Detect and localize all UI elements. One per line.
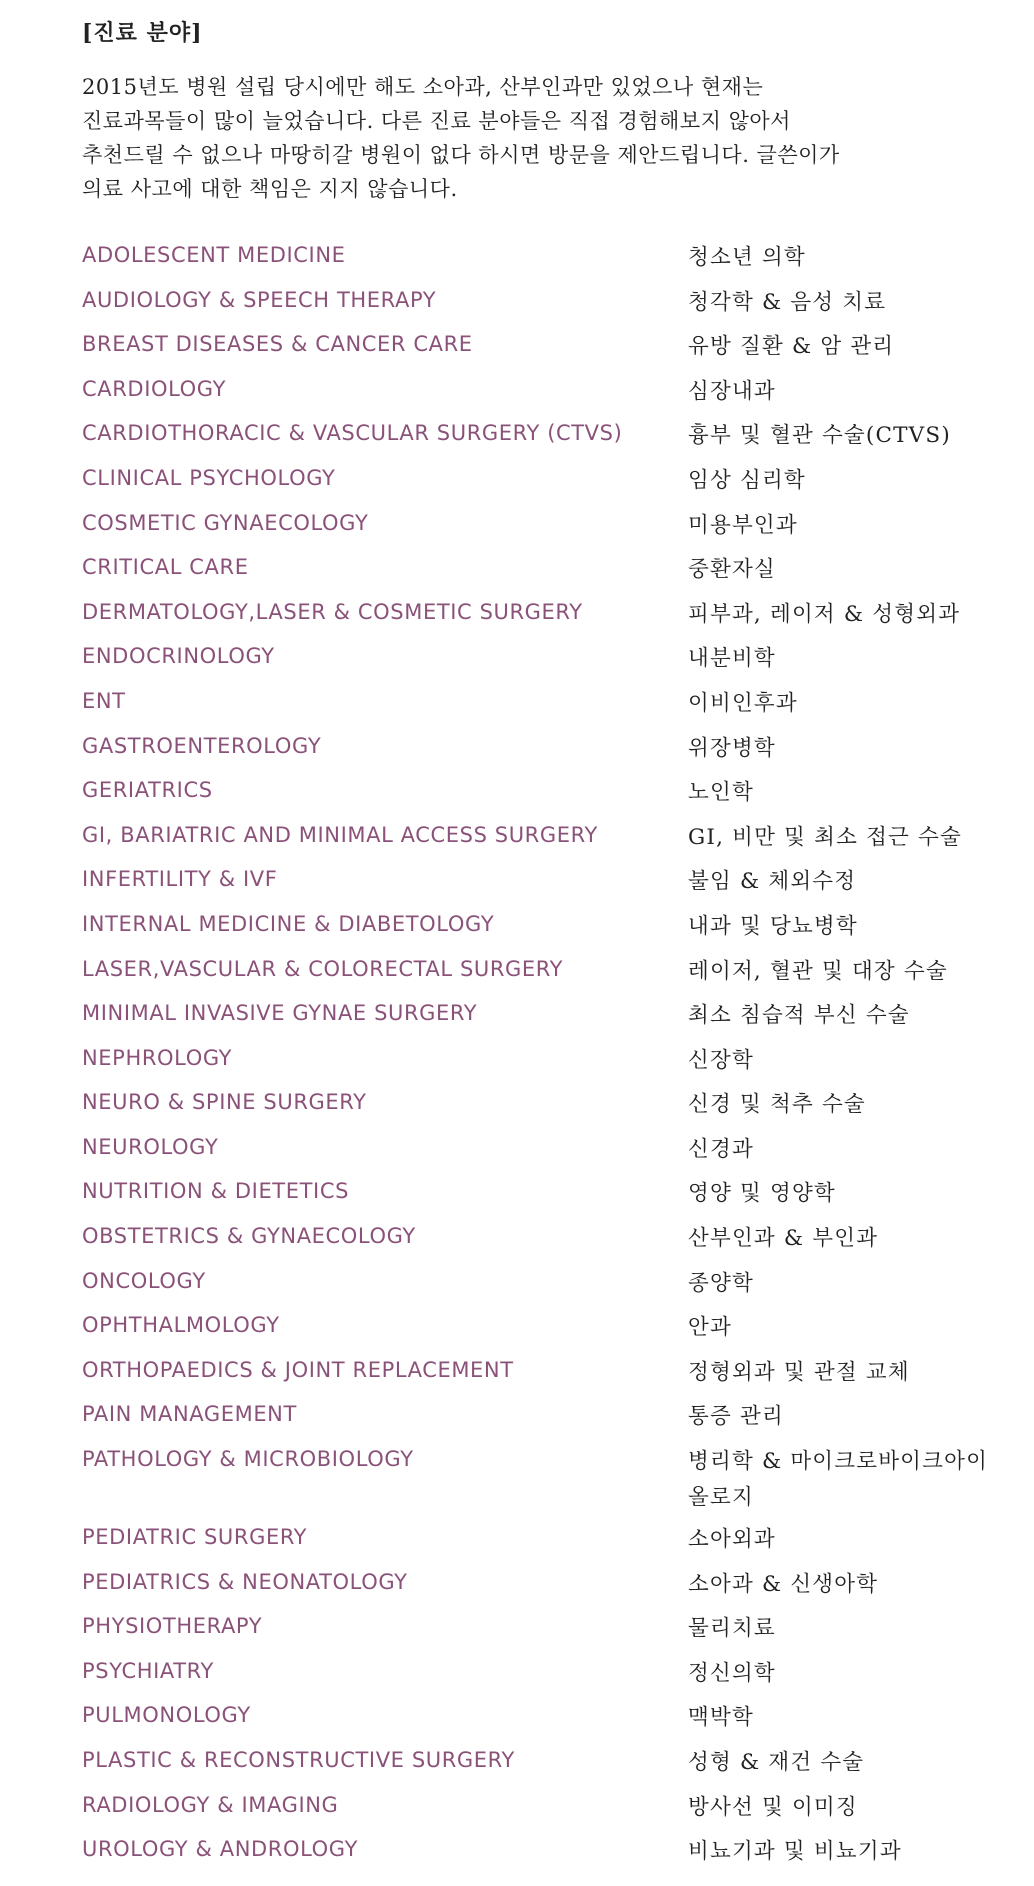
specialty-row [82,820,1002,865]
specialty-row [82,508,1002,553]
specialty-name-ko: 청각학 & 음성 치료 [688,289,887,315]
specialty-row [82,731,1002,776]
specialty-row [82,954,1002,999]
specialty-row [82,1444,1002,1522]
specialty-name-en: OPHTHALMOLOGY [82,1313,280,1338]
intro-line: 진료과목들이 많이 늘었습니다. 다른 진료 분야들은 직접 경험해보지 않아서 [82,109,791,133]
specialty-name-ko: 불임 & 체외수정 [688,869,857,895]
specialty-name-en: CLINICAL PSYCHOLOGY [82,465,336,490]
specialty-row [82,1310,1002,1355]
specialty-name-en: PATHOLOGY & MICROBIOLOGY [82,1447,414,1472]
section-heading: [진료 분야] [82,20,203,46]
specialty-name-en: GASTROENTEROLOGY [82,733,322,758]
specialty-name-ko: 유방 질환 & 암 관리 [688,334,895,360]
specialty-name-ko: 최소 침습적 부신 수술 [688,1003,910,1029]
specialty-row [82,998,1002,1043]
specialty-name-ko: 신장학 [688,1047,754,1073]
specialty-row [82,374,1002,419]
specialty-name-ko: 정신의학 [688,1660,776,1686]
specialty-name-ko: 임상 심리학 [688,467,806,493]
specialty-name-en: DERMATOLOGY,LASER & COSMETIC SURGERY [82,599,583,624]
specialty-name-ko: 정형외과 및 관절 교체 [688,1359,910,1385]
specialty-name-en: PEDIATRIC SURGERY [82,1525,308,1550]
specialty-row [82,1043,1002,1088]
specialty-name-en: PHYSIOTHERAPY [82,1614,263,1639]
specialty-name-ko: 심장내과 [688,378,776,404]
specialty-name-en: GI, BARIATRIC AND MINIMAL ACCESS SURGERY [82,822,598,847]
specialty-name-ko: 흉부 및 혈관 수술(CTVS) [688,423,951,449]
specialty-name-en: INFERTILITY & IVF [82,867,278,892]
specialty-name-ko: GI, 비만 및 최소 접근 수술 [688,824,962,850]
specialty-name-en: PAIN MANAGEMENT [82,1402,297,1427]
specialty-name-ko: 노인학 [688,780,754,806]
specialty-name-en: AUDIOLOGY & SPEECH THERAPY [82,287,437,312]
specialty-row [82,1266,1002,1311]
specialty-name-en: COSMETIC GYNAECOLOGY [82,510,369,535]
specialty-name-ko: 내과 및 당뇨병학 [688,913,858,939]
specialty-name-ko: 소아과 & 신생아학 [688,1571,879,1597]
specialty-name-en: NEURO & SPINE SURGERY [82,1090,367,1115]
page-content [82,18,1002,1879]
specialty-row [82,1087,1002,1132]
specialty-name-ko: 맥박학 [688,1705,754,1731]
specialty-name-en: ONCOLOGY [82,1268,206,1293]
specialty-name-en: RADIOLOGY & IMAGING [82,1792,339,1817]
specialty-name-en: NUTRITION & DIETETICS [82,1179,350,1204]
specialty-row [82,909,1002,954]
specialty-name-ko: 산부인과 & 부인과 [688,1226,879,1252]
specialty-row [82,418,1002,463]
specialty-name-en: INTERNAL MEDICINE & DIABETOLOGY [82,911,495,936]
specialty-row [82,1656,1002,1701]
intro-paragraph [82,70,997,206]
specialty-name-en: MINIMAL INVASIVE GYNAE SURGERY [82,1001,478,1026]
specialty-name-en: LASER,VASCULAR & COLORECTAL SURGERY [82,956,564,981]
specialty-name-en: OBSTETRICS & GYNAECOLOGY [82,1224,416,1249]
specialty-name-ko: 내분비학 [688,646,776,672]
specialty-name-en: ENT [82,688,126,713]
specialty-row [82,1790,1002,1835]
specialty-row [82,285,1002,330]
specialty-row [82,240,1002,285]
specialty-name-ko: 통증 관리 [688,1404,784,1430]
specialty-name-ko: 청소년 의학 [688,245,806,270]
specialty-name-en: CARDIOTHORACIC & VASCULAR SURGERY (CTVS) [82,421,623,446]
specialty-row [82,1567,1002,1612]
specialty-row [82,1522,1002,1567]
intro-line: 의료 사고에 대한 책임은 지지 않습니다. [82,177,458,201]
specialty-name-ko: 병리학 & 마이크로바이크아이올로지 [688,1449,989,1511]
specialty-row [82,1221,1002,1266]
specialty-row [82,641,1002,686]
specialty-row [82,1176,1002,1221]
specialty-name-ko: 소아외과 [688,1527,776,1553]
specialty-name-ko: 피부과, 레이저 & 성형외과 [688,601,961,627]
specialty-name-ko: 방사선 및 이미징 [688,1794,858,1820]
specialty-name-ko: 안과 [688,1315,732,1341]
specialty-row [82,1700,1002,1745]
specialty-name-ko: 물리치료 [688,1616,776,1642]
specialty-name-en: BREAST DISEASES & CANCER CARE [82,332,473,357]
specialty-row [82,775,1002,820]
specialty-row [82,329,1002,374]
specialty-row [82,1399,1002,1444]
specialty-name-en: NEUROLOGY [82,1134,219,1159]
specialty-name-en: UROLOGY & ANDROLOGY [82,1837,359,1862]
specialty-row [82,1834,1002,1879]
specialty-name-ko: 신경 및 척추 수술 [688,1092,866,1118]
specialty-name-ko: 성형 & 재건 수술 [688,1750,865,1775]
specialty-row [82,864,1002,909]
intro-line: 2015년도 병원 설립 당시에만 해도 소아과, 산부인과만 있었으나 현재는 [82,75,764,99]
specialty-name-ko: 이비인후과 [688,690,798,716]
specialty-name-en: CRITICAL CARE [82,555,249,580]
specialty-row [82,686,1002,731]
specialty-row [82,552,1002,597]
specialty-row [82,463,1002,508]
specialty-name-ko: 중환자실 [688,557,776,583]
specialty-name-en: NEPHROLOGY [82,1045,233,1070]
intro-line: 추천드릴 수 없으나 마땅히갈 병원이 없다 하시면 방문을 제안드립니다. 글쓴이가 [82,143,840,167]
specialty-name-ko: 위장병학 [688,735,776,761]
specialty-name-en: PEDIATRICS & NEONATOLOGY [82,1569,408,1594]
specialty-name-en: ENDOCRINOLOGY [82,644,275,669]
specialty-name-en: PSYCHIATRY [82,1658,214,1683]
specialty-row [82,1355,1002,1400]
specialty-name-ko: 미용부인과 [688,512,798,538]
specialty-row [82,597,1002,642]
specialty-name-ko: 비뇨기과 및 비뇨기과 [688,1839,902,1865]
specialty-name-en: CARDIOLOGY [82,376,227,401]
specialty-name-en: PLASTIC & RECONSTRUCTIVE SURGERY [82,1748,515,1772]
specialty-row [82,1132,1002,1177]
specialty-name-ko: 영양 및 영양학 [688,1181,836,1207]
specialty-row [82,1611,1002,1656]
specialty-row [82,1745,1002,1790]
specialty-name-ko: 신경과 [688,1136,754,1162]
specialty-name-en: ADOLESCENT MEDICINE [82,243,346,267]
specialty-list [82,240,1002,1879]
specialty-name-ko: 레이저, 혈관 및 대장 수술 [688,958,948,984]
specialty-name-en: PULMONOLOGY [82,1703,251,1728]
specialty-name-ko: 종양학 [688,1270,754,1296]
specialty-name-en: ORTHOPAEDICS & JOINT REPLACEMENT [82,1357,514,1382]
specialty-name-en: GERIATRICS [82,778,213,803]
